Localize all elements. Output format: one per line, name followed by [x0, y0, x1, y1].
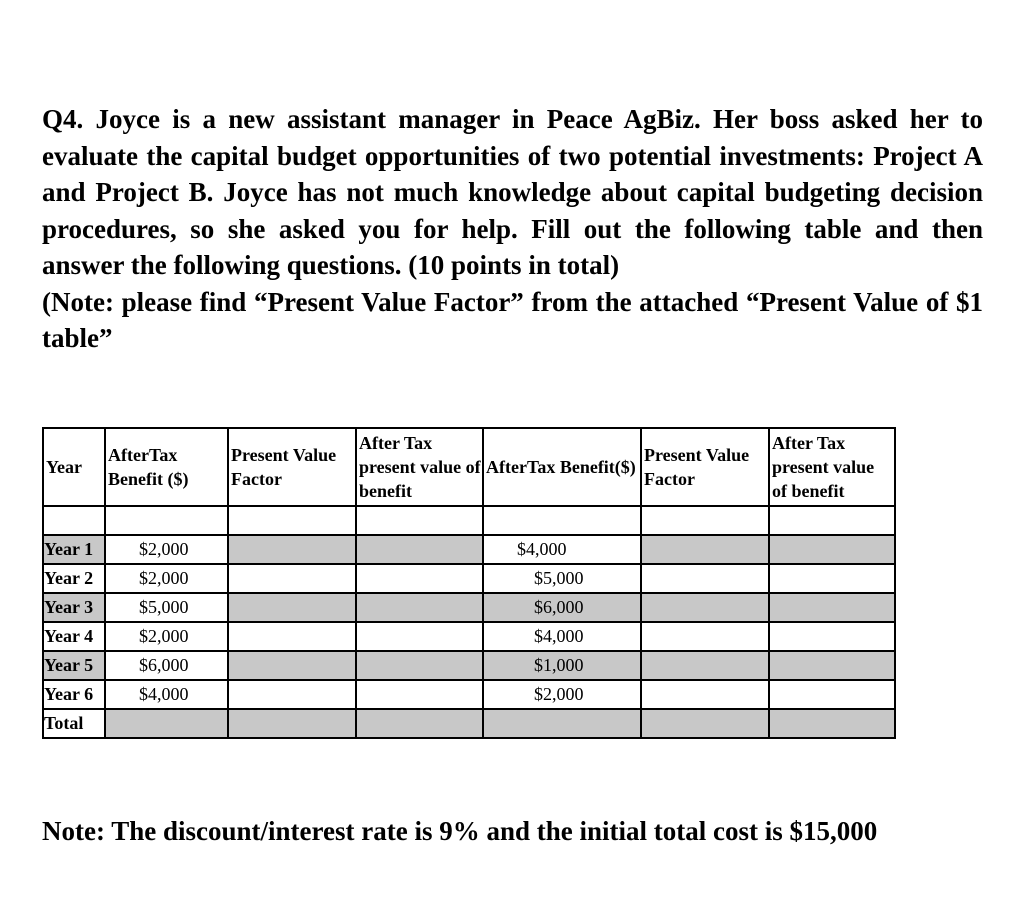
- present-value-note: (Note: please find “Present Value Factor” from the attached “Present Value of $1 table”: [42, 286, 983, 353]
- header-a-pv-benefit: After Tax present value of benefit: [356, 428, 483, 506]
- blank-cell[interactable]: [43, 506, 105, 535]
- header-b-benefit: AfterTax Benefit($): [483, 428, 641, 506]
- b-pv-benefit-cell[interactable]: [769, 593, 895, 622]
- b-pv-benefit-cell[interactable]: [769, 680, 895, 709]
- a-pv-factor-cell[interactable]: [228, 651, 356, 680]
- b-benefit-cell: $2,000: [483, 680, 641, 709]
- a-pv-factor-cell[interactable]: [228, 622, 356, 651]
- b-benefit-cell: $5,000: [483, 564, 641, 593]
- b-pv-benefit-cell[interactable]: [769, 535, 895, 564]
- b-pv-factor-cell[interactable]: [641, 535, 769, 564]
- a-benefit-cell: $6,000: [105, 651, 228, 680]
- b-pv-benefit-cell[interactable]: [769, 564, 895, 593]
- question-text: [42, 101, 983, 357]
- table-row: [43, 593, 895, 622]
- blank-row: [43, 506, 895, 535]
- a-benefit-cell: $2,000: [105, 564, 228, 593]
- blank-cell[interactable]: [769, 506, 895, 535]
- a-benefit-cell: $5,000: [105, 593, 228, 622]
- b-benefit-cell: $1,000: [483, 651, 641, 680]
- a-pv-factor-total-cell[interactable]: [228, 709, 356, 738]
- header-a-pv-factor: Present Value Factor: [228, 428, 356, 506]
- table-row: [43, 651, 895, 680]
- present-value-table: [42, 427, 896, 739]
- b-benefit-cell: $4,000: [483, 535, 641, 564]
- a-benefit-cell: $4,000: [105, 680, 228, 709]
- year-label: Year 6: [43, 680, 105, 709]
- b-pv-benefit-cell[interactable]: [769, 622, 895, 651]
- total-row: [43, 709, 895, 738]
- blank-cell[interactable]: [641, 506, 769, 535]
- a-pv-factor-cell[interactable]: [228, 564, 356, 593]
- blank-cell[interactable]: [228, 506, 356, 535]
- a-benefit-cell: $2,000: [105, 535, 228, 564]
- header-year: Year: [43, 428, 105, 506]
- b-pv-factor-total-cell[interactable]: [641, 709, 769, 738]
- a-benefit-total-cell[interactable]: [105, 709, 228, 738]
- year-label: Year 1: [43, 535, 105, 564]
- year-label: Year 4: [43, 622, 105, 651]
- year-label: Year 3: [43, 593, 105, 622]
- a-pv-benefit-cell[interactable]: [356, 622, 483, 651]
- b-pv-factor-cell[interactable]: [641, 651, 769, 680]
- header-b-pv-benefit: After Tax present value of benefit: [769, 428, 895, 506]
- b-pv-factor-cell[interactable]: [641, 622, 769, 651]
- a-pv-benefit-cell[interactable]: [356, 564, 483, 593]
- b-pv-factor-cell[interactable]: [641, 593, 769, 622]
- year-label: Year 2: [43, 564, 105, 593]
- b-pv-factor-cell[interactable]: [641, 680, 769, 709]
- blank-cell[interactable]: [356, 506, 483, 535]
- blank-cell[interactable]: [105, 506, 228, 535]
- b-pv-factor-cell[interactable]: [641, 564, 769, 593]
- a-pv-benefit-cell[interactable]: [356, 535, 483, 564]
- a-pv-factor-cell[interactable]: [228, 593, 356, 622]
- header-a-benefit: AfterTax Benefit ($): [105, 428, 228, 506]
- b-benefit-total-cell[interactable]: [483, 709, 641, 738]
- a-benefit-cell: $2,000: [105, 622, 228, 651]
- b-pv-benefit-total-cell[interactable]: [769, 709, 895, 738]
- blank-cell[interactable]: [483, 506, 641, 535]
- a-pv-factor-cell[interactable]: [228, 535, 356, 564]
- b-benefit-cell: $6,000: [483, 593, 641, 622]
- header-row: [43, 428, 895, 506]
- table-row: [43, 622, 895, 651]
- total-label: Total: [43, 709, 105, 738]
- a-pv-factor-cell[interactable]: [228, 680, 356, 709]
- a-pv-benefit-cell[interactable]: [356, 680, 483, 709]
- header-b-pv-factor: Present Value Factor: [641, 428, 769, 506]
- a-pv-benefit-cell[interactable]: [356, 651, 483, 680]
- year-label: Year 5: [43, 651, 105, 680]
- table-row: [43, 680, 895, 709]
- question-paragraph: Q4. Joyce is a new assistant manager in Peace AgBiz. Her boss asked her to evaluate the capital budget opportunities of two potential investments: Project A and Project B. Joyce has not much knowledge about capital budgeting decision procedures, so she asked you for help. Fill out the following table and then answer the following questions. (10 points in total): [42, 104, 983, 280]
- a-pv-benefit-total-cell[interactable]: [356, 709, 483, 738]
- a-pv-benefit-cell[interactable]: [356, 593, 483, 622]
- b-pv-benefit-cell[interactable]: [769, 651, 895, 680]
- discount-rate-note: Note: The discount/interest rate is 9% and the initial total cost is $15,000: [42, 816, 878, 846]
- table-row: [43, 564, 895, 593]
- table-row: [43, 535, 895, 564]
- b-benefit-cell: $4,000: [483, 622, 641, 651]
